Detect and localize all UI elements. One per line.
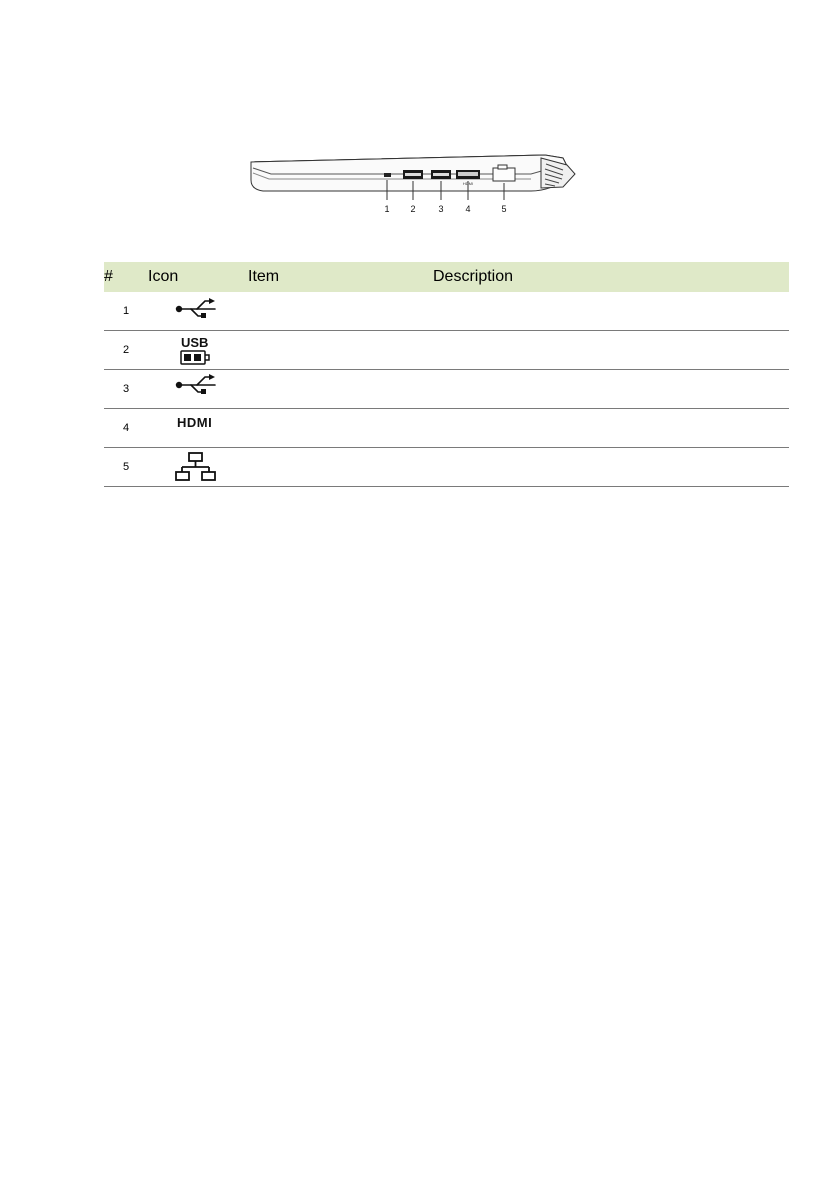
row-number: 1 <box>104 292 148 331</box>
callout-1: 1 <box>384 204 390 214</box>
ethernet-port-icon <box>148 448 248 487</box>
hdmi-port-icon <box>148 409 248 448</box>
port-usb-2 <box>431 170 451 179</box>
row-number: 2 <box>104 331 148 370</box>
callout-5: 5 <box>501 204 507 214</box>
row-description <box>433 409 789 448</box>
row-number: 4 <box>104 409 148 448</box>
row-description <box>433 448 789 487</box>
usb-charging-port-icon <box>148 331 248 370</box>
row-number: 5 <box>104 448 148 487</box>
header-cell-item: Item <box>248 262 433 292</box>
ports-table <box>104 262 789 487</box>
port-kensington-lock <box>384 173 391 177</box>
row-description <box>433 331 789 370</box>
laptop-side-view-figure <box>245 140 585 220</box>
callout-4: 4 <box>465 204 471 214</box>
table-row <box>104 448 789 487</box>
hdmi-icon-label: HDMI <box>177 415 213 430</box>
row-description <box>433 292 789 331</box>
port-usb-1 <box>403 170 423 179</box>
header-cell-icon: Icon <box>148 262 248 292</box>
row-item <box>248 409 433 448</box>
callout-3: 3 <box>438 204 444 214</box>
row-item <box>248 370 433 409</box>
row-item <box>248 331 433 370</box>
table-row <box>104 370 789 409</box>
callout-2: 2 <box>410 204 416 214</box>
row-description <box>433 370 789 409</box>
usb-icon-label: USB <box>181 335 209 350</box>
table-row <box>104 292 789 331</box>
row-number: 3 <box>104 370 148 409</box>
svg-text:HDMI: HDMI <box>462 181 474 186</box>
header-cell-description: Description <box>433 262 789 292</box>
usb-port-icon <box>148 292 248 331</box>
table-header-row <box>104 262 789 292</box>
table-row <box>104 331 789 370</box>
header-cell-number: # <box>104 262 148 292</box>
row-item <box>248 292 433 331</box>
table-row <box>104 409 789 448</box>
row-item <box>248 448 433 487</box>
usb-port-icon <box>148 370 248 409</box>
